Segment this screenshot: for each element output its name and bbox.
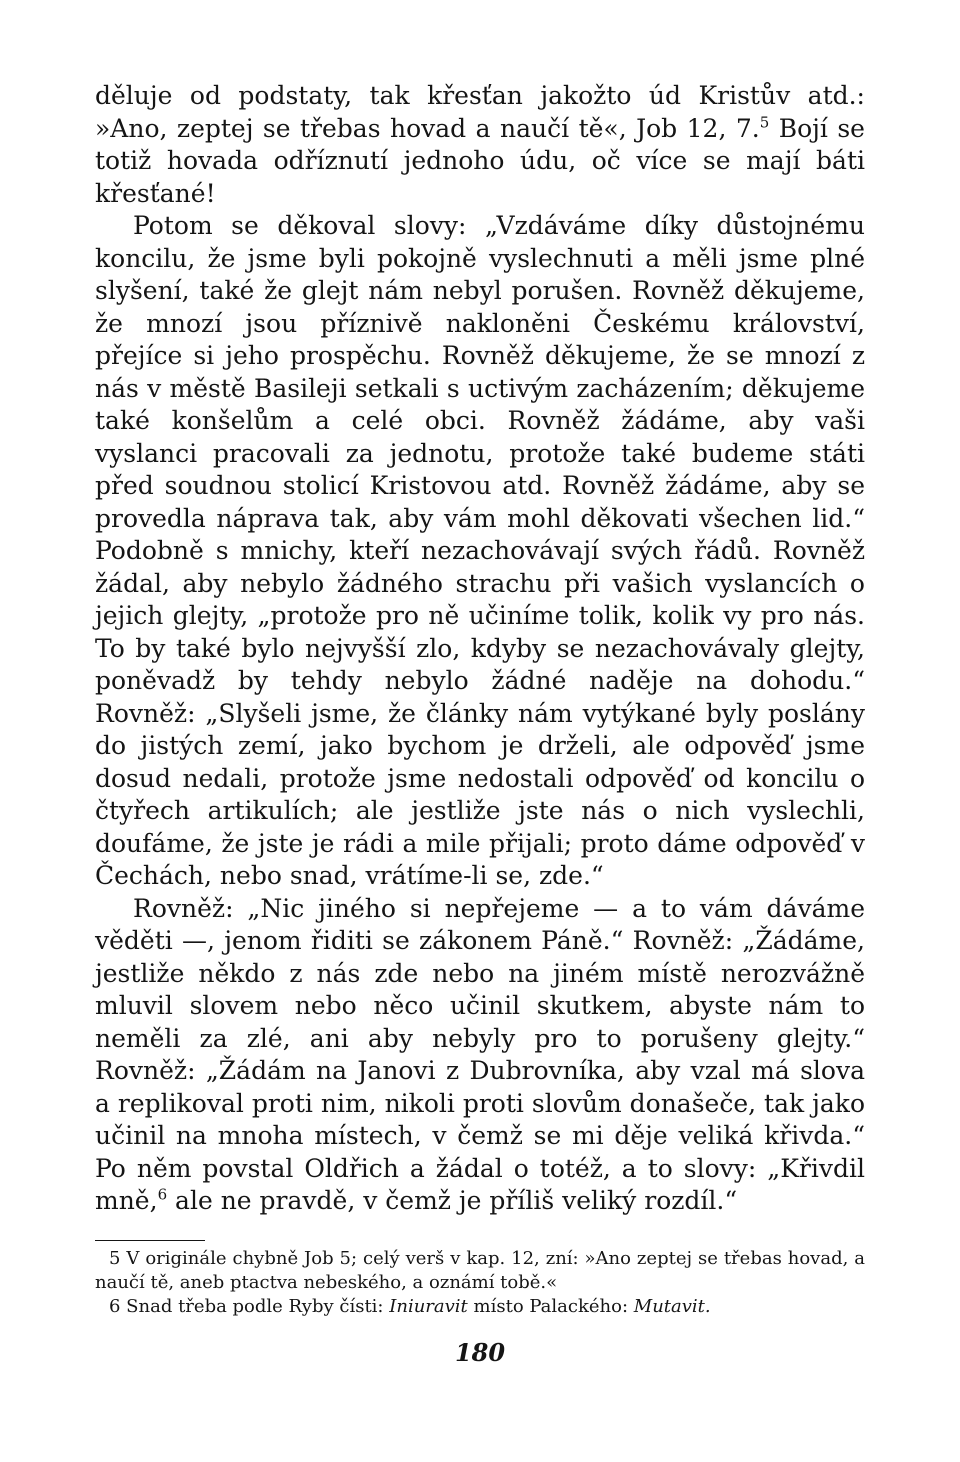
footnote-marker: 5: [759, 113, 770, 132]
footnote: 5 V originále chybně Job 5; celý verš v kap. 12, zní: »Ano zeptej se třebas hovad, a naučí tě, aneb ptactva nebeského, a oznámí tobě.«: [95, 1247, 865, 1293]
footnote-marker: 6: [157, 1185, 168, 1204]
italic-text: Mutavit.: [633, 1295, 711, 1317]
footnotes: [95, 1247, 865, 1319]
footnote-divider: [95, 1240, 205, 1241]
paragraph: Potom se děkoval slovy: „Vzdáváme díky důstojnému koncilu, že jsme byli pokojně vyslechnuti a měli jsme plné slyšení, také že glejt nám nebyl porušen. Rovněž děkujeme, že mnozí jsou příznivě nakloněni Českému království, přejíce si jeho prospěchu. Rovněž děkujeme, že se mnozí z nás v městě Basileji setkali s uctivým zacházením; děkujeme také konšelům a celé obci. Rovněž žádáme, aby vaši vyslanci pracovali za jednotu, protože také budeme státi před soudnou stolicí Kristovou atd. Rovněž žádáme, aby se provedla náprava tak, aby vám mohl děkovati všechen lid.“ Podobně s mnichy, kteří nezachovávají svých řádů. Rovněž žádal, aby nebylo žádného strachu při vašich vyslancích o jejich glejty, „protože pro ně učiníme tolik, kolik vy pro nás. To by také bylo nejvyšší zlo, kdyby se nezachovávaly glejty, poněvadž by tehdy nebylo žádné naděje na dohodu.“ Rovněž: „Slyšeli jsme, že články nám vytýkané byly poslány do jistých zemí, jako bychom je drželi, ale odpověď jsme dosud nedali, protože jsme nedostali odpověď od koncilu o čtyřech artikulích; ale jestliže jste nás o nich vyslechli, doufáme, že jste je rádi a mile přijali; proto dáme odpověď v Čechách, nebo snad, vrátíme-li se, zde.“: [95, 211, 865, 890]
footnote: 6 Snad třeba podle Ryby čísti: Iniuravit místo Palackého: Mutavit.: [109, 1295, 711, 1317]
italic-text: Iniuravit: [389, 1295, 468, 1317]
page-number: 180: [454, 1338, 506, 1367]
paragraph: Rovněž: „Nic jiného si nepřejeme — a to vám dáváme věděti —, jenom řiditi se zákonem Páně.“ Rovněž: „Žádáme, jestliže někdo z nás zde nebo na jiném místě nerozvážně mluvil slovem nebo něco učinil skutkem, abyste nám to neměli za zlé, ani aby nebyly pro to porušeny glejty.“ Rovněž: „Žádám na Janovi z Dubrovníka, aby vzal má slova a replikoval proti nim, nikoli proti slovům donašeče, tak jako učinil na mnoha místech, v čemž se mi děje veliká křivda.“ Po něm povstal Oldřich a žádal o totéž, a to slovy: „Křivdil mně,$^6$ ale ne pravdě, v čemž je příliš veliký rozdíl.“: [95, 893, 865, 1215]
book-page: [95, 80, 865, 1319]
main-text: [95, 80, 865, 1218]
paragraph: děluje od podstaty, tak křesťan jakožto úd Kristův atd.: »Ano, zeptej se třebas hovad a naučí tě«, Job 12, 7.$^5$ Bojí se totiž hovada odříznutí jednoho údu, oč více se mají báti křesťané!: [95, 81, 865, 208]
